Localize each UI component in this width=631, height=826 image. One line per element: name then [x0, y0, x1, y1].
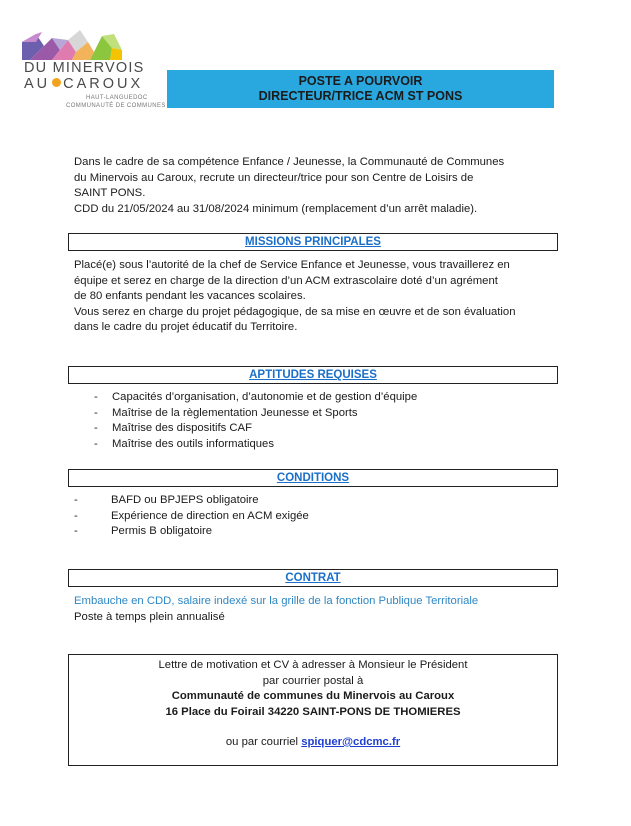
contact-email-line	[69, 735, 557, 751]
title-line1: POSTE A POURVOIR	[298, 74, 423, 88]
missions-line: de 80 enfants pendant les vacances scolaires.	[74, 290, 306, 302]
contract-line: Embauche en CDD, salaire indexé sur la grille de la fonction Publique Territoriale	[74, 595, 479, 607]
email-link[interactable]: spiquer@cdcmc.fr	[301, 736, 401, 748]
aptitude-text: Maîtrise des outils informatiques	[112, 437, 274, 450]
condition-text: Permis B obligatoire	[111, 525, 213, 537]
list-item: - Maîtrise des dispositifs CAF	[94, 422, 252, 434]
logo-text-line1: DU MINERVOIS	[24, 60, 145, 76]
aptitude-text: Capacités d’organisation, d’autonomie et de gestion d’équipe	[112, 391, 418, 403]
contract-line: Poste à temps plein annualisé	[74, 610, 225, 623]
logo-dot-icon	[52, 78, 61, 87]
mountains-logo-icon	[22, 28, 122, 60]
list-item: - Maîtrise des outils informatiques	[94, 437, 274, 450]
intro-line: du Minervois au Caroux, recrute un directeur/trice pour son Centre de Loisirs de	[74, 171, 474, 184]
conditions-heading	[68, 469, 558, 487]
condition-text: BAFD ou BPJEPS obligatoire	[111, 494, 259, 506]
condition-text: Expérience de direction en ACM exigée	[111, 509, 309, 522]
contact-box	[68, 654, 558, 766]
logo-subtitle-region: HAUT-LANGUEDOC	[86, 95, 148, 101]
list-item: - Expérience de direction en ACM exigée	[74, 509, 309, 522]
contact-address-street: 16 Place du Foirail 34220 SAINT-PONS DE THOMIERES	[165, 705, 461, 718]
logo-text-caroux: CAROUX	[63, 76, 144, 92]
aptitude-text: Maîtrise de la règlementation Jeunesse et Sports	[112, 406, 358, 419]
logo-subtitle-community: COMMUNAUTÉ DE COMMUNES	[66, 103, 166, 109]
contact-line: par courrier postal à	[262, 674, 364, 687]
contact-address-name: Communauté de communes du Minervois au Caroux	[171, 690, 455, 702]
intro-paragraph	[74, 155, 564, 217]
aptitudes-heading-text: APTITUDES REQUISES	[249, 369, 377, 381]
contract-heading	[68, 569, 558, 587]
logo	[22, 28, 172, 112]
intro-line: SAINT PONS.	[74, 187, 146, 199]
missions-line: équipe et serez en charge de la direction d’un ACM extrascolaire doté d’un agrément	[74, 274, 498, 287]
missions-heading	[68, 233, 558, 251]
list-item: - BAFD ou BPJEPS obligatoire	[74, 494, 259, 506]
missions-paragraph	[74, 258, 564, 336]
contact-line: Lettre de motivation et CV à adresser à Monsieur le Président	[158, 659, 468, 671]
logo-text-line2	[24, 76, 143, 92]
conditions-list	[74, 493, 309, 540]
intro-line: Dans le cadre de sa compétence Enfance / Jeunesse, la Communauté de Communes	[74, 156, 505, 168]
missions-line: Vous serez en charge du projet pédagogique, de sa mise en œuvre et de son évaluation	[74, 305, 516, 318]
title-line2: DIRECTEUR/TRICE ACM ST PONS	[258, 89, 463, 103]
missions-line: dans le cadre du projet éducatif du Territoire.	[74, 321, 298, 333]
list-item: - Permis B obligatoire	[74, 525, 213, 537]
aptitudes-heading	[68, 366, 558, 384]
list-item: - Capacités d’organisation, d’autonomie et de gestion d’équipe	[94, 391, 418, 403]
intro-line: CDD du 21/05/2024 au 31/08/2024 minimum (remplacement d’un arrêt maladie).	[74, 202, 478, 215]
contract-paragraph	[74, 594, 564, 625]
aptitude-text: Maîtrise des dispositifs CAF	[112, 422, 252, 434]
job-title-banner	[167, 70, 554, 108]
conditions-heading-text: CONDITIONS	[276, 472, 350, 484]
contract-heading-text: CONTRAT	[285, 572, 341, 584]
aptitudes-list	[94, 390, 417, 452]
missions-line: Placé(e) sous l’autorité de la chef de Service Enfance et Jeunesse, vous travaillerez en	[74, 259, 510, 271]
logo-text-au: AU	[24, 76, 51, 92]
missions-heading-text: MISSIONS PRINCIPALES	[245, 236, 381, 248]
list-item: - Maîtrise de la règlementation Jeunesse et Sports	[94, 406, 358, 419]
contact-email-prefix: ou par courriel	[225, 736, 299, 748]
